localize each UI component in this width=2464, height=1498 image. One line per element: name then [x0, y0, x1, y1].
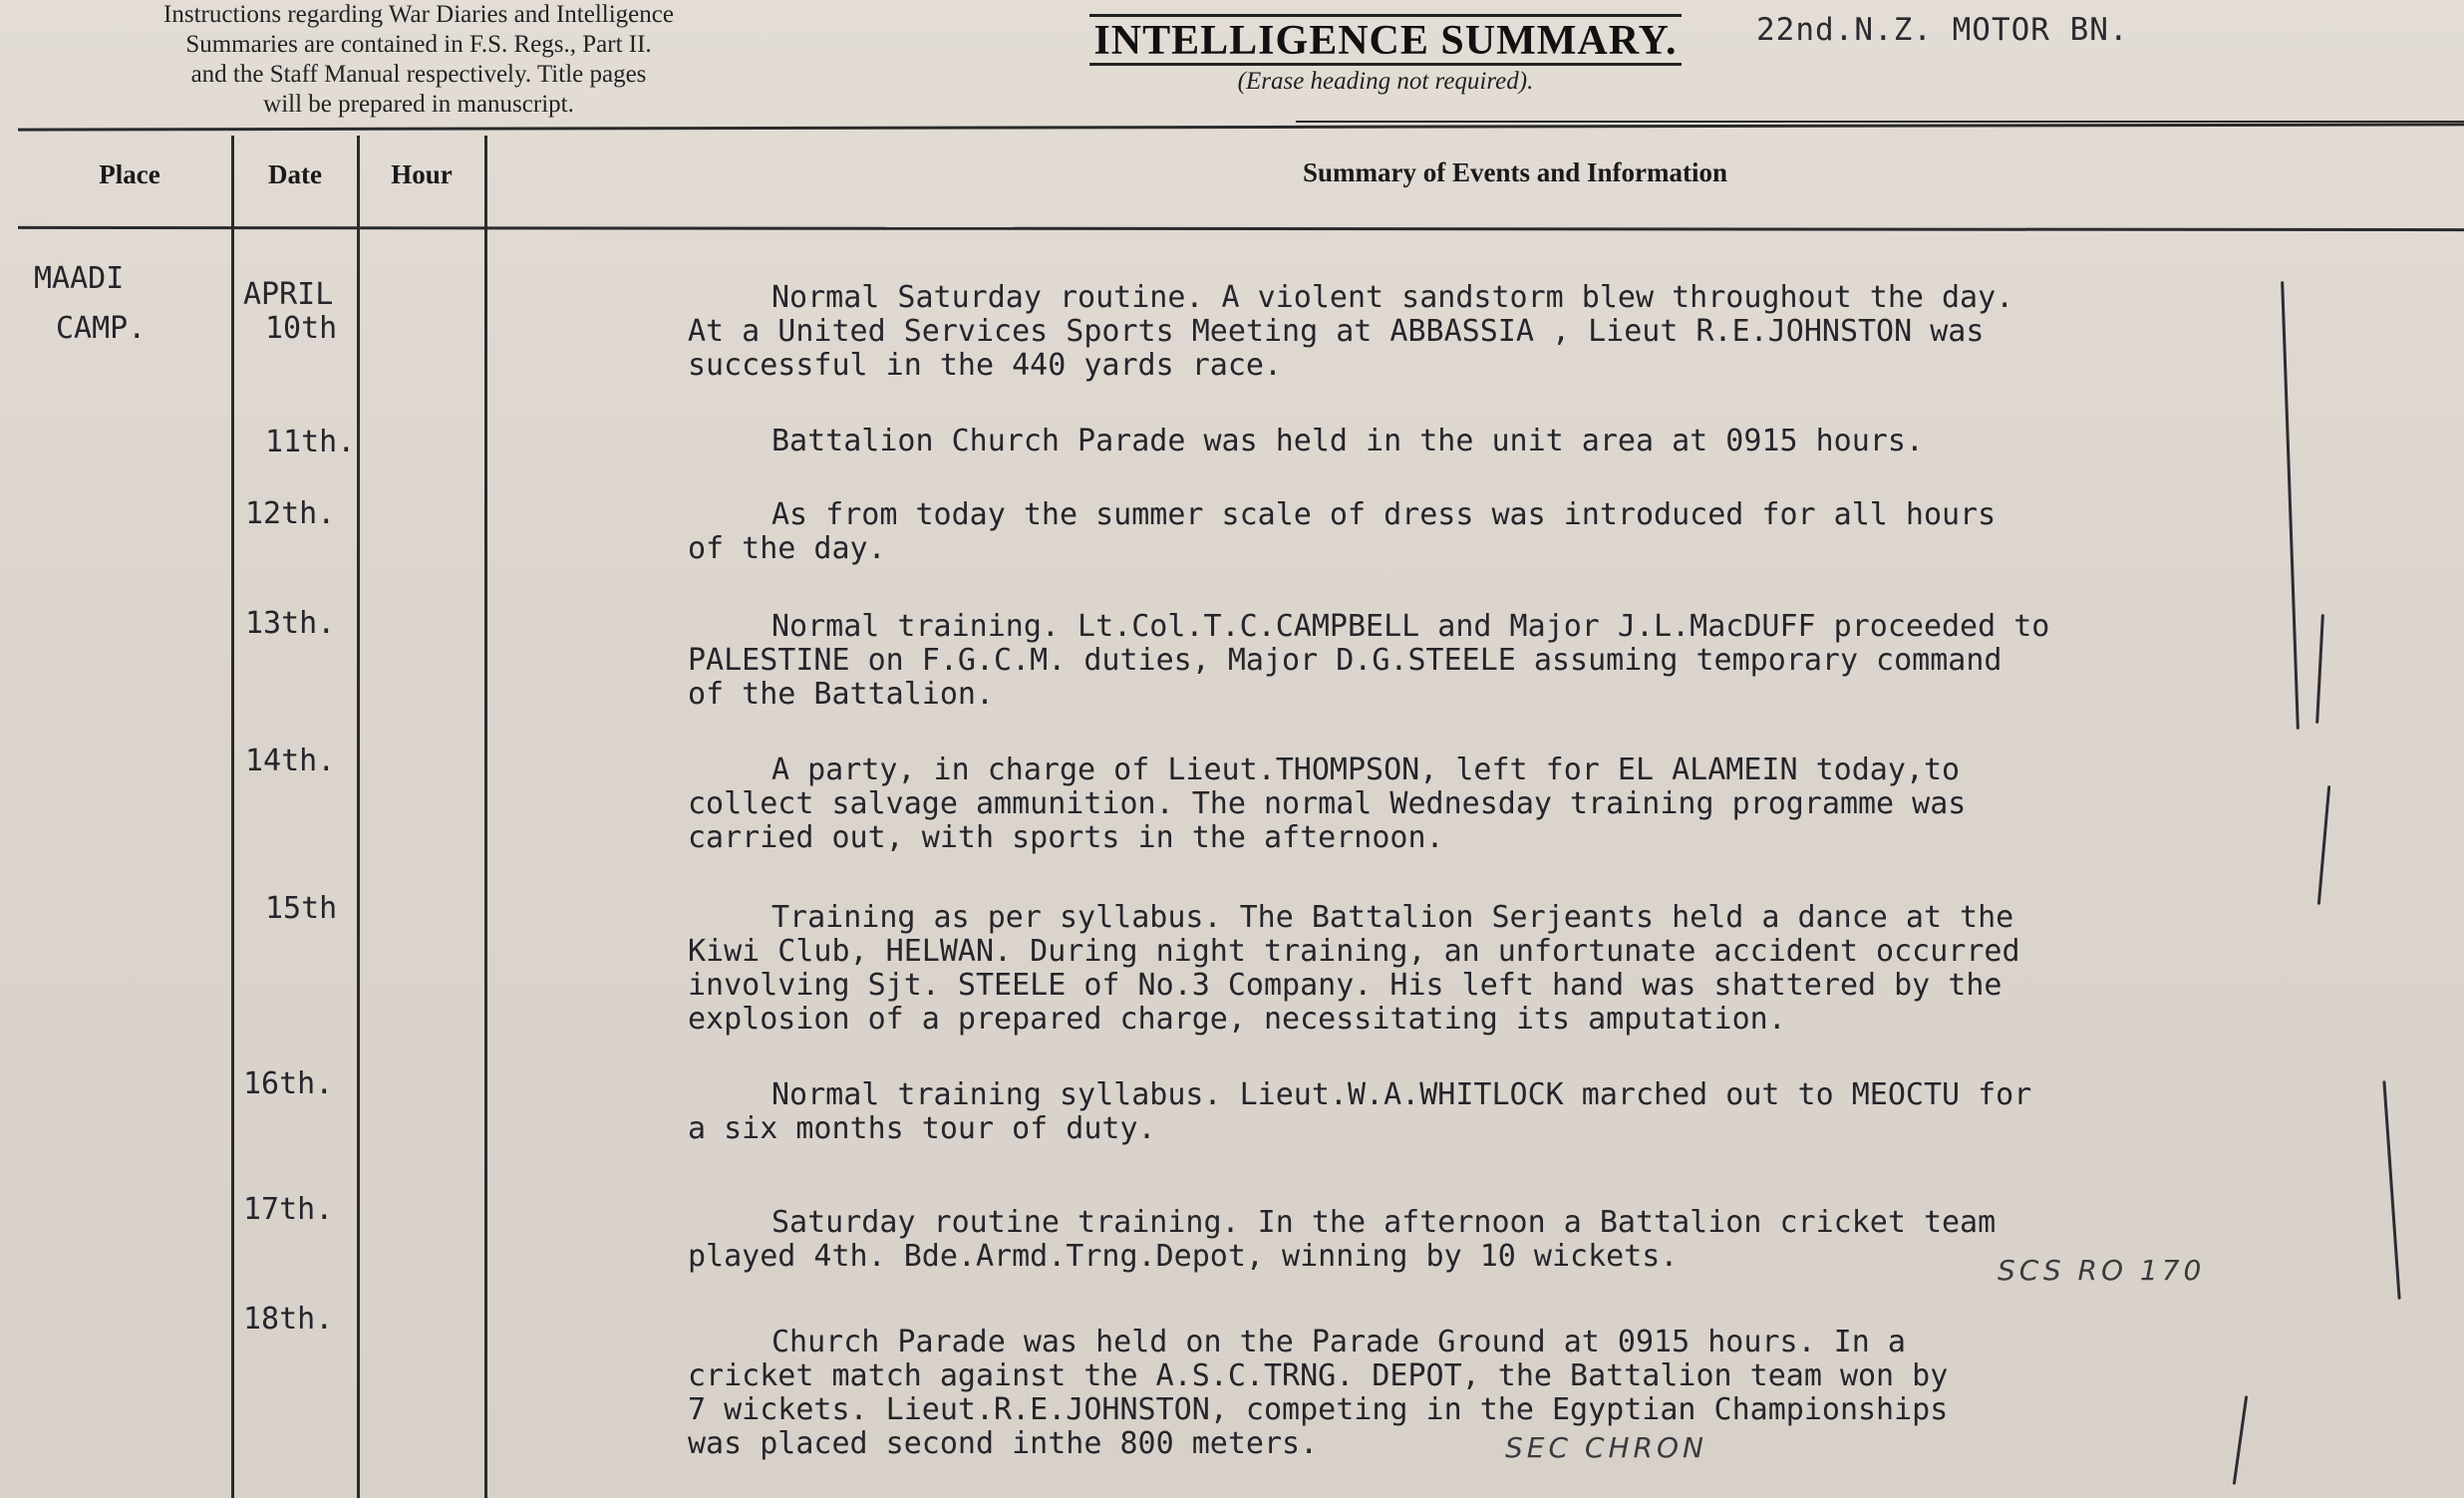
date-label: 14th.: [245, 744, 336, 778]
entry-line: Battalion Church Parade was held in the unit area at 0915 hours.: [771, 424, 1924, 458]
title-block: [1077, 14, 1694, 96]
column-divider: [484, 136, 487, 1498]
diary-entry: [688, 1206, 1996, 1274]
column-header-summary: Summary of Events and Information: [1302, 157, 1728, 187]
margin-pencil-mark: [2281, 281, 2300, 730]
place-line: MAADI: [34, 261, 125, 296]
entry-line: of the day.: [688, 531, 886, 566]
date-label: 16th.: [243, 1066, 334, 1101]
instructions-line: Instructions regarding War Diaries and Intelligence: [163, 1, 674, 28]
entry-line: was placed second inthe 800 meters.: [688, 1426, 1319, 1461]
date-label: 17th.: [243, 1192, 334, 1227]
entry-line: PALESTINE on F.G.C.M. duties, Major D.G.STEELE assuming temporary command: [688, 643, 2002, 678]
column-header-date: Date: [268, 159, 322, 189]
handwritten-note: SEC CHRON: [1505, 1431, 1707, 1464]
title-note: (Erase heading not required).: [1237, 68, 1534, 95]
entry-line: a six months tour of duty.: [688, 1111, 1156, 1146]
entry-line: Normal training. Lt.Col.T.C.CAMPBELL and Major J.L.MacDUFF proceeded to: [771, 609, 2050, 644]
date-label: 11th.: [265, 425, 356, 459]
instructions-line: and the Staff Manual respectively. Title pages: [190, 61, 647, 88]
margin-pencil-mark: [2315, 614, 2324, 724]
margin-pencil-mark: [2317, 785, 2330, 905]
entry-line: successful in the 440 yards race.: [688, 348, 1283, 383]
date-label: 15th: [265, 891, 338, 926]
header-top-rule-thin: [1296, 121, 2464, 123]
entry-line: 7 wickets. Lieut.R.E.JOHNSTON, competing in the Egyptian Championships: [688, 1392, 1949, 1427]
diary-entry: [688, 1326, 1948, 1461]
date-label: 18th.: [243, 1302, 334, 1337]
entry-line: Normal training syllabus. Lieut.W.A.WHITLOCK marched out to MEOCTU for: [771, 1077, 2032, 1112]
place-line: CAMP.: [56, 311, 147, 346]
date-label: APRIL: [243, 277, 334, 312]
diary-entry: [688, 281, 2013, 383]
entry-line: involving Sjt. STEELE of No.3 Company. His left hand was shattered by the: [688, 968, 2002, 1003]
entry-line: carried out, with sports in the afternoon.: [688, 820, 1444, 855]
diary-entry: [688, 901, 2020, 1037]
diary-entry: [688, 425, 1924, 458]
entry-line: Kiwi Club, HELWAN. During night training, an unfortunate accident occurred: [688, 934, 2020, 969]
entry-line: explosion of a prepared charge, necessitating its amputation.: [688, 1002, 1786, 1037]
header-top-rule: [18, 123, 2464, 131]
diary-entry: [688, 753, 1966, 855]
date-label: 10th: [265, 311, 338, 346]
entry-line: As from today the summer scale of dress was introduced for all hours: [771, 497, 1997, 532]
entry-line: played 4th. Bde.Armd.Trng.Depot, winning by 10 wickets.: [688, 1239, 1679, 1274]
entry-line: Normal Saturday routine. A violent sandstorm blew throughout the day.: [771, 280, 2014, 315]
instructions-note: [80, 0, 758, 120]
column-header-hour: Hour: [391, 159, 453, 189]
entry-line: At a United Services Sports Meeting at ABBASSIA , Lieut R.E.JOHNSTON was: [688, 314, 1985, 349]
entry-line: cricket match against the A.S.C.TRNG. DEPOT, the Battalion team won by: [688, 1358, 1949, 1393]
header-bottom-rule: [18, 226, 2464, 231]
instructions-line: Summaries are contained in F.S. Regs., Part II.: [185, 31, 652, 58]
margin-pencil-mark: [2233, 1395, 2248, 1485]
handwritten-note: SCS RO 170: [1998, 1254, 2206, 1287]
unit-name: 22nd.N.Z. MOTOR BN.: [1756, 12, 2129, 48]
entry-line: Saturday routine training. In the afternoon a Battalion cricket team: [771, 1205, 1997, 1240]
date-label: 12th.: [245, 496, 336, 531]
column-divider: [231, 136, 234, 1498]
margin-pencil-mark: [2382, 1080, 2400, 1300]
column-header-place: Place: [99, 159, 160, 189]
instructions-line: will be prepared in manuscript.: [263, 91, 574, 118]
document-title: INTELLIGENCE SUMMARY.: [1089, 14, 1681, 66]
entry-line: Training as per syllabus. The Battalion Serjeants held a dance at the: [771, 900, 2014, 935]
diary-entry: [688, 1078, 2031, 1146]
entry-line: Church Parade was held on the Parade Ground at 0915 hours. In a: [771, 1325, 1906, 1359]
diary-entry: [688, 610, 2049, 712]
entry-line: collect salvage ammunition. The normal Wednesday training programme was: [688, 786, 1967, 821]
entry-line: of the Battalion.: [688, 677, 995, 712]
entry-line: A party, in charge of Lieut.THOMPSON, left for EL ALAMEIN today,to: [771, 752, 1961, 787]
diary-entry: [688, 498, 1996, 566]
column-divider: [357, 136, 360, 1498]
date-label: 13th.: [245, 606, 336, 641]
